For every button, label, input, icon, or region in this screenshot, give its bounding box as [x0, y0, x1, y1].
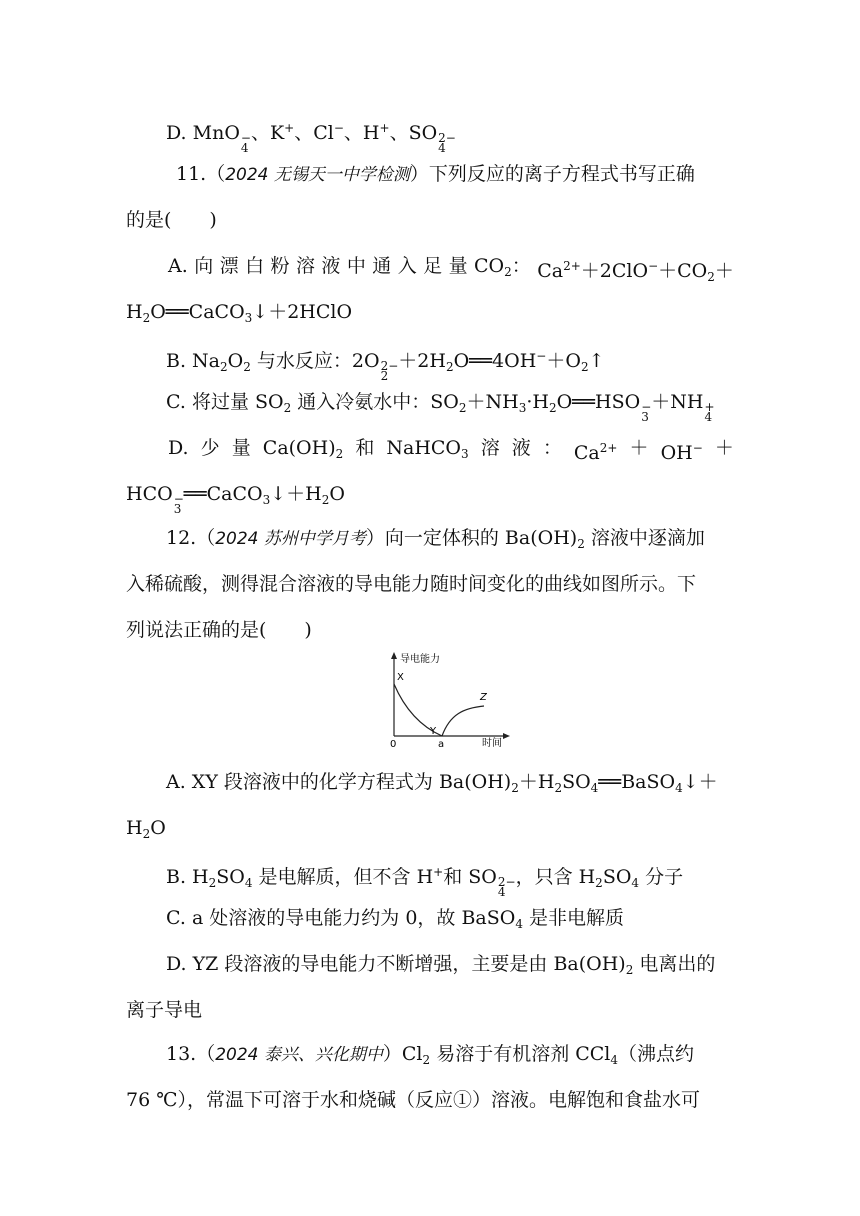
q12-option-d-line1: D. YZ 段溶液的导电能力不断增强，主要是由 $Ba(OH)_2$ 电离出的	[166, 953, 716, 977]
q10-option-d: D. MnO − 4 、K+、Cl−、H+、SO 2− 4	[166, 121, 456, 155]
q11-option-a-line2: $H_2O══CaCO_3↓+2HClO$	[126, 301, 353, 325]
q12-option-d-line2: 离子导电	[126, 999, 203, 1021]
q13-stem-line1: 13.（2024 泰兴、兴化期中）$Cl_2$ 易溶于有机溶剂 CCl$_4$（沸点约	[166, 1043, 695, 1067]
q12-stem-line2: 入稀硫酸，测得混合溶液的导电能力随时间变化的曲线如图所示。下	[126, 573, 697, 595]
y-axis-arrow	[391, 652, 397, 659]
q12-option-a-line1: A. XY 段溶液中的化学方程式为 $Ba(OH)_2+H_2SO_4══BaSO_4↓+$	[166, 771, 718, 795]
q11-option-a-line1: A. 向 漂 白 粉 溶 液 中 通 入 足 量 $CO_2$： $Ca^{2+}+2ClO^-+CO_2+$	[168, 255, 734, 284]
x-tick-a: a	[438, 739, 445, 748]
q12-option-b: B. $H_2SO_4$ 是电解质，但不含 H+和 SO 2− 4 ，只含 $H_2SO_4$ 分子	[166, 865, 684, 899]
q11-stem-line2: 的是( )	[126, 209, 217, 231]
q12-option-c: C. a 处溶液的导电能力约为 0，故 BaSO$_4$ 是非电解质	[166, 907, 625, 931]
q12-stem-line1: 12.（2024 苏州中学月考）向一定体积的 $Ba(OH)_2$ 溶液中逐滴加	[166, 527, 705, 551]
q11-option-d-line2: HCO − 3 $══CaCO_3↓+H_2O$	[126, 483, 345, 516]
q12-option-a-line2: $H_2O$	[126, 817, 166, 841]
point-z-label: Z	[480, 692, 487, 703]
q13-stem-line2: 76 ℃），常温下可溶于水和烧碱（反应①）溶液。电解饱和食盐水可	[126, 1089, 700, 1111]
point-y-label: Y	[430, 726, 437, 737]
x-axis-label: 时间	[482, 738, 502, 748]
conductivity-chart	[368, 650, 518, 748]
point-x-label: X	[397, 672, 404, 683]
q12-stem-line3: 列说法正确的是( )	[126, 619, 312, 641]
q11-option-b: B. $Na_2O_2$ 与水反应：2O 2− 2 $+2H_2O══4OH^-+O_2↑$	[166, 349, 605, 383]
q11-option-c: C. 将过量 $SO_2$ 通入冷氨水中：$SO_2+NH_3\cdot H_2O══HSO$ − 3 ＋NH + 4	[166, 391, 715, 424]
q11-stem-line1: 11.（2024 无锡天一中学检测）下列反应的离子方程式书写正确	[176, 163, 695, 185]
origin-label: 0	[390, 739, 397, 748]
q11-option-d-line1: D. 少 量 $Ca(OH)_2$ 和 NaHCO$_3$ 溶 液 ： $Ca^{2+}$ ＋ OH− ＋	[168, 437, 734, 464]
curve-yz	[442, 706, 484, 736]
x-axis-arrow	[503, 733, 510, 739]
y-axis-label: 导电能力	[400, 654, 440, 665]
